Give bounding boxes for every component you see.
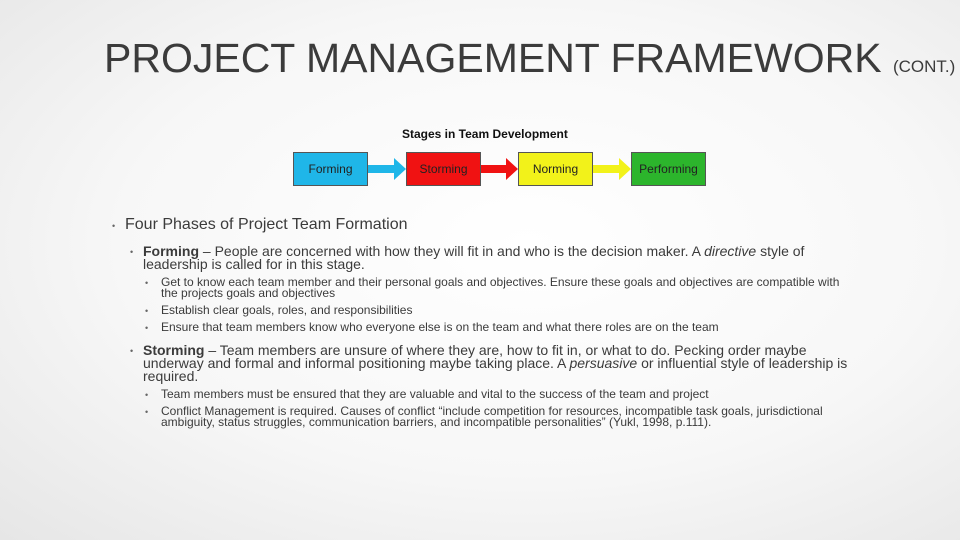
list-item-text: Conflict Management is required. Causes of conflict “include competition for resources, incompatible task goals, jurisdictional ambiguity, status struggles, communication barriers, and incompatible personalities” (Yukl, 1998, p.111). [161, 404, 823, 429]
list-item-text: Get to know each team member and their personal goals and objectives. Ensure these goals and objectives are compatible with the projects goals and objectives [161, 275, 840, 300]
bullet-icon: • [145, 278, 149, 288]
list-item-text: Ensure that team members know who everyone else is on the team and what there roles are on the team [161, 320, 719, 334]
list-item [145, 387, 852, 401]
bullet-icon: • [145, 306, 149, 316]
storming-text-after: or influential style of leadership is required. [143, 355, 848, 384]
arrow-right-icon [593, 158, 631, 180]
bullet-icon: • [112, 221, 116, 231]
slide-title [104, 36, 955, 89]
forming-term: Forming [143, 243, 199, 259]
stage-storming: Storming [406, 152, 481, 186]
storming-term: Storming [143, 342, 205, 358]
bullet-icon: • [145, 390, 149, 400]
stage-forming: Forming [293, 152, 368, 186]
forming-text: – People are concerned with how they will fit in and who is the decision maker. A [199, 243, 705, 259]
bullet-icon: • [145, 323, 149, 333]
list-item-text: Team members must be ensured that they are valuable and vital to the success of the team and project [161, 387, 709, 401]
forming-emphasis: directive [704, 243, 757, 259]
arrow-right-icon [368, 158, 406, 180]
bullet-icon: • [145, 407, 149, 417]
content [112, 216, 852, 428]
list-item [145, 320, 852, 334]
title-main: PROJECT MANAGEMENT FRAMEWORK [104, 35, 882, 81]
list-item [145, 303, 852, 317]
diagram-title: Stages in Team Development [402, 127, 568, 141]
arrow-right-icon [481, 158, 518, 180]
list-item [145, 404, 852, 429]
forming-item [130, 243, 852, 272]
storming-emphasis: persuasive [569, 355, 638, 371]
storming-item [130, 342, 852, 384]
storming-text: – Team members are unsure of where they are, how to fit in, or what to do. Pecking order maybe underway and formal and informal positioning maybe taking place. A [143, 342, 807, 371]
list-item-text: Establish clear goals, roles, and responsibilities [161, 303, 413, 317]
bullet-icon: • [130, 346, 134, 356]
heading-text: Four Phases of Project Team Formation [125, 216, 408, 233]
list-item [145, 275, 852, 300]
stage-performing: Performing [631, 152, 706, 186]
forming-text-after: style of leadership is called for in this stage. [143, 243, 805, 272]
stage-norming: Norming [518, 152, 593, 186]
title-suffix: (CONT.) [892, 57, 956, 76]
heading-item [112, 216, 852, 234]
bullet-icon: • [130, 247, 134, 257]
